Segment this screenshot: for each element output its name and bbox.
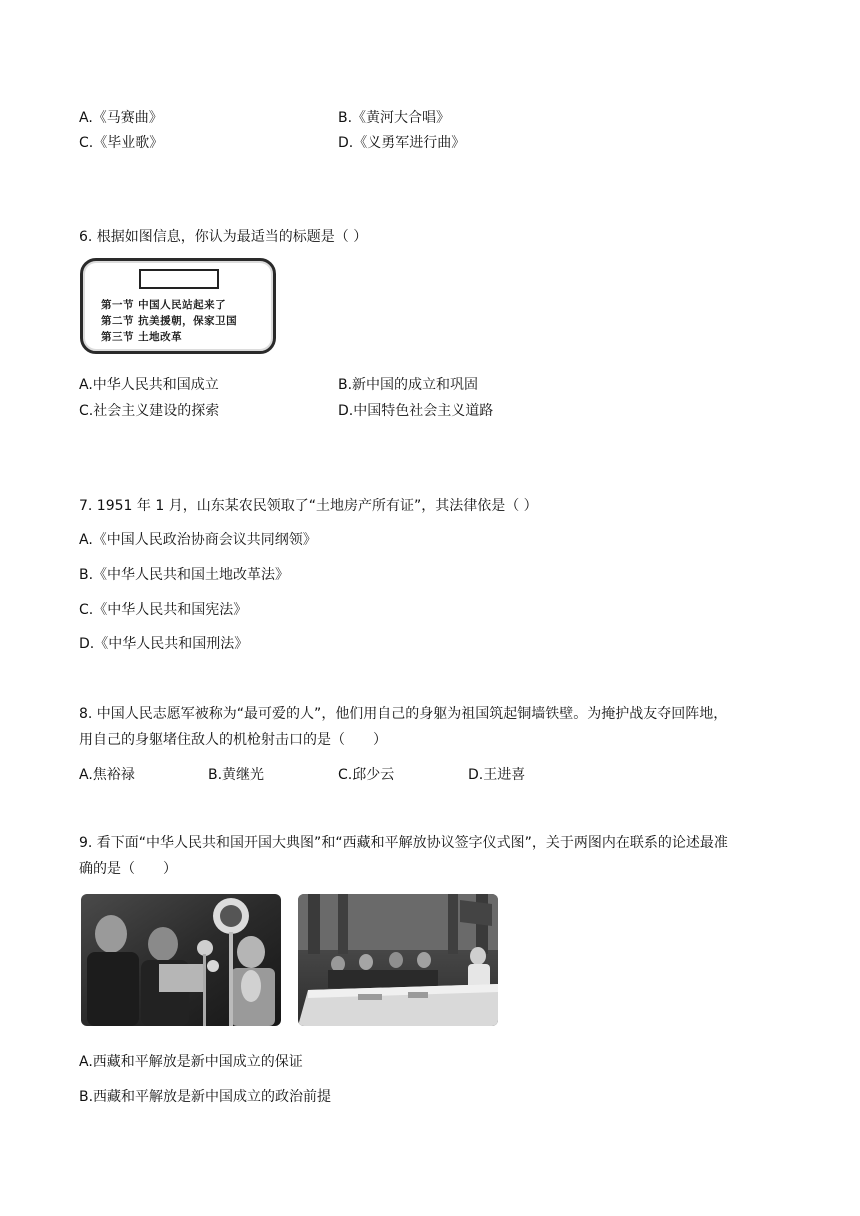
q8-option-c: C.邱少云: [338, 767, 395, 783]
q9-stem-line-1: 9. 看下面“中华人民共和国开国大典图”和“西藏和平解放协议签字仪式图”，关于两图内在联系的论述最准: [79, 835, 728, 851]
q6-option-c: C.社会主义建设的探索: [79, 403, 220, 419]
q9-stem-line-2: 确的是（ ）: [79, 861, 177, 877]
q7-option-c: C.《中华人民共和国宪法》: [79, 602, 248, 618]
q9-tibet-signing-ceremony-photo: [298, 894, 498, 1026]
q8-stem-line-1: 8. 中国人民志愿军被称为“最可爱的人”，他们用自己的身躯为祖国筑起铜墙铁壁。为掩护战友夺回阵地，: [79, 706, 728, 722]
q6-toc-line-2: 第二节 抗美援朝，保家卫国: [101, 315, 238, 327]
q8-stem-line-2: 用自己的身躯堵住敌人的机枪射击口的是（ ）: [79, 732, 387, 748]
q9-founding-ceremony-photo: [81, 894, 281, 1026]
q5-option-c: C.《毕业歌》: [79, 135, 164, 151]
q6-toc-line-1: 第一节 中国人民站起来了: [101, 299, 227, 311]
q7-option-a: A.《中国人民政治协商会议共同纲领》: [79, 532, 317, 548]
q8-option-d: D.王进喜: [468, 767, 526, 783]
q5-option-b: B.《黄河大合唱》: [338, 110, 451, 126]
q6-option-a: A.中华人民共和国成立: [79, 377, 219, 393]
q6-option-b: B.新中国的成立和巩固: [338, 377, 479, 393]
q6-toc-line-3: 第三节 土地改革: [101, 331, 183, 343]
q6-table-of-contents-image: [80, 258, 276, 354]
q9-option-b: B.西藏和平解放是新中国成立的政治前提: [79, 1089, 332, 1105]
q8-option-b: B.黄继光: [208, 767, 265, 783]
q7-option-b: B.《中华人民共和国土地改革法》: [79, 567, 290, 583]
q6-blank-title-box: [139, 269, 219, 289]
q8-option-a: A.焦裕禄: [79, 767, 135, 783]
q7-option-d: D.《中华人民共和国刑法》: [79, 636, 249, 652]
q9-option-a: A.西藏和平解放是新中国成立的保证: [79, 1054, 303, 1070]
q7-stem: 7. 1951 年 1 月，山东某农民领取了“土地房产所有证”，其法律依是（ ）: [79, 498, 538, 514]
q5-option-d: D.《义勇军进行曲》: [338, 135, 466, 151]
q5-option-a: A.《马赛曲》: [79, 110, 163, 126]
q6-stem: 6. 根据如图信息，你认为最适当的标题是（ ）: [79, 229, 368, 245]
q6-option-d: D.中国特色社会主义道路: [338, 403, 494, 419]
